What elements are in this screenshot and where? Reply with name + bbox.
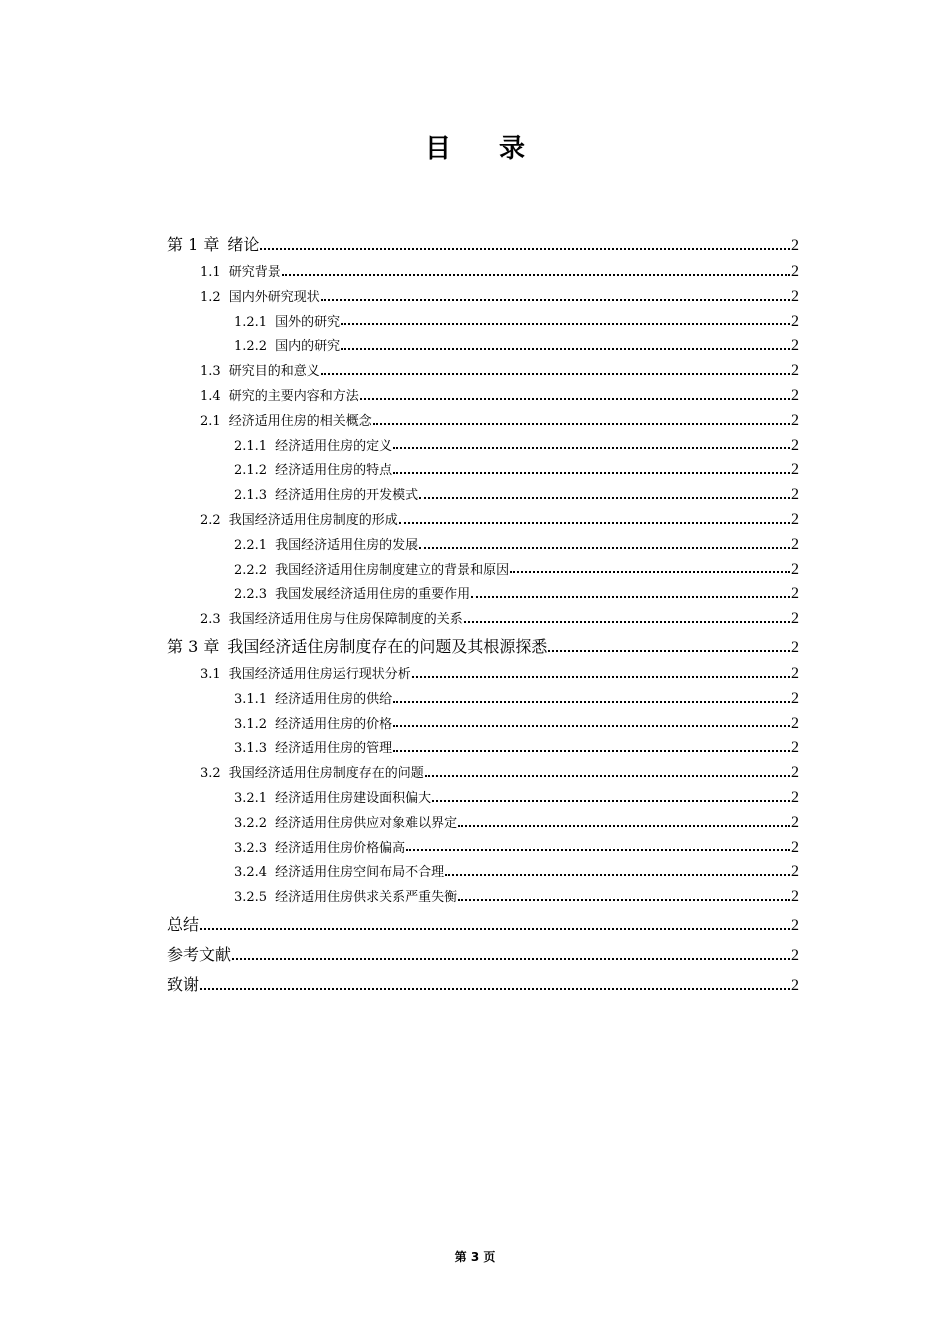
toc-entry-number: 3.1.2: [234, 716, 268, 732]
toc-entry-title: 我国经济适住房制度存在的问题及其根源探悉: [227, 636, 548, 656]
toc-entry[interactable]: [167, 434, 799, 459]
toc-entry-number: 2.1: [200, 413, 221, 429]
dot-leader: [412, 676, 790, 678]
toc-entry-page-number: 2: [791, 664, 799, 682]
toc-entry-title: 经济适用住房供应对象难以界定: [275, 815, 458, 831]
toc-entry-page-number: 2: [791, 237, 799, 254]
toc-entry[interactable]: [167, 334, 799, 359]
dot-leader: [510, 571, 790, 573]
toc-entry-page-number: 2: [791, 263, 799, 280]
page-footer: [0, 1248, 950, 1265]
toc-entry[interactable]: [167, 409, 799, 434]
toc-entry-number: 3.1.3: [234, 741, 268, 757]
toc-entry-page-number: 2: [791, 689, 799, 707]
toc-entry-page-number: 2: [791, 764, 799, 782]
toc-entry-number: 2.2.1: [234, 537, 268, 553]
toc-entry[interactable]: [167, 687, 799, 712]
dot-leader: [419, 547, 790, 549]
toc-entry-page-number: 2: [791, 916, 799, 934]
dot-leader: [393, 472, 790, 474]
dot-leader: [548, 650, 790, 652]
toc-entry[interactable]: [167, 384, 799, 409]
dot-leader: [464, 621, 790, 623]
toc-entry[interactable]: [167, 662, 799, 687]
toc-entry-number: 1.4: [200, 388, 221, 404]
toc-entry-number: 第 3 章: [167, 636, 220, 656]
toc-entry[interactable]: [167, 860, 799, 885]
toc-entry-title: 经济适用住房的开发模式: [275, 488, 419, 504]
dot-leader: [282, 274, 790, 276]
dot-leader: [341, 323, 790, 325]
toc-entry-number: 1.3: [200, 364, 221, 380]
dot-leader: [445, 874, 790, 876]
toc-entry-title: 我国经济适用住房运行现状分析: [228, 666, 411, 682]
dot-leader: [200, 988, 790, 990]
dot-leader: [419, 497, 790, 499]
toc-entry-title: 经济适用住房的价格: [275, 716, 393, 732]
dot-leader: [321, 373, 790, 375]
toc-entry-page-number: 2: [791, 863, 799, 881]
dot-leader: [260, 248, 790, 250]
toc-entry-number: 2.3: [200, 612, 221, 628]
toc-entry-number: 2.1.2: [234, 463, 268, 479]
toc-entry-page-number: 2: [791, 337, 799, 355]
dot-leader: [321, 299, 790, 301]
toc-entry-number: 3.2.4: [234, 865, 268, 881]
toc-entry-title: 我国经济适用住房制度的形成: [228, 512, 398, 528]
dot-leader: [471, 596, 790, 598]
toc-entry[interactable]: [167, 582, 799, 607]
toc-entry-title: 研究的主要内容和方法: [228, 388, 359, 404]
toc-entry-page-number: 2: [791, 714, 799, 732]
toc-entry[interactable]: [167, 940, 799, 970]
dot-leader: [393, 750, 790, 752]
dot-leader: [393, 725, 790, 727]
toc-title-char-2: 录: [499, 134, 526, 164]
toc-entry-page-number: 2: [791, 888, 799, 906]
toc-entry-title: 经济适用住房的供给: [275, 691, 393, 707]
toc-entry[interactable]: [167, 558, 799, 583]
toc-entry-title: 经济适用住房的特点: [275, 463, 393, 479]
toc-entry-title: 经济适用住房的定义: [275, 438, 393, 454]
toc-entry-page-number: 2: [791, 287, 799, 305]
toc-entry-number: 2.2.2: [234, 562, 268, 578]
toc-title: [0, 132, 950, 166]
toc-entry-number: 3.2.3: [234, 840, 268, 856]
toc-entry-title: 我国经济适用住房制度建立的背景和原因: [275, 562, 510, 578]
toc-entry[interactable]: [167, 230, 799, 260]
toc-entry-page-number: 2: [791, 813, 799, 831]
dot-leader: [360, 398, 790, 400]
toc-entry[interactable]: [167, 359, 799, 384]
toc-entry-page-number: 2: [791, 461, 799, 479]
toc-entry[interactable]: [167, 260, 799, 285]
toc-entry-title: 经济适用住房建设面积偏大: [275, 790, 432, 806]
toc-entry[interactable]: [167, 761, 799, 786]
toc-entry-number: 1.2.2: [234, 339, 268, 355]
toc-entry-title: 致谢: [167, 974, 200, 994]
toc-entry-title: 我国经济适用住房制度存在的问题: [228, 766, 424, 782]
toc-entry-title: 国外的研究: [275, 314, 341, 330]
toc-entry-page-number: 2: [791, 788, 799, 806]
toc-entry[interactable]: [167, 736, 799, 761]
dot-leader: [432, 800, 790, 802]
dot-leader: [425, 775, 790, 777]
toc-entry[interactable]: [167, 786, 799, 811]
toc-entry-number: 2.1.3: [234, 488, 268, 504]
toc-entry-number: 3.1: [200, 666, 221, 682]
toc-entry-title: 经济适用住房的管理: [275, 741, 393, 757]
table-of-contents: [167, 230, 799, 1000]
toc-entry[interactable]: [167, 712, 799, 737]
toc-entry[interactable]: [167, 483, 799, 508]
toc-entry[interactable]: [167, 836, 799, 861]
toc-entry-title: 我国经济适用住房的发展: [275, 537, 419, 553]
toc-entry-page-number: 2: [791, 411, 799, 429]
toc-entry-page-number: 2: [791, 312, 799, 330]
toc-entry-number: 3.1.1: [234, 691, 268, 707]
toc-entry-number: 3.2: [200, 766, 221, 782]
toc-entry-page-number: 2: [791, 436, 799, 454]
toc-entry-page-number: 2: [791, 362, 799, 380]
toc-entry-page-number: 2: [791, 386, 799, 404]
toc-entry[interactable]: [167, 607, 799, 632]
toc-entry[interactable]: [167, 508, 799, 533]
toc-entry[interactable]: [167, 310, 799, 335]
toc-entry[interactable]: [167, 970, 799, 1000]
toc-entry-title: 国内的研究: [275, 339, 341, 355]
toc-entry-number: 3.2.5: [234, 890, 268, 906]
toc-entry-title: 经济适用住房的相关概念: [228, 413, 372, 429]
toc-entry[interactable]: [167, 285, 799, 310]
dot-leader: [200, 928, 790, 930]
dot-leader: [458, 825, 790, 827]
toc-entry-title: 绪论: [227, 235, 260, 254]
toc-entry-title: 我国经济适用住房与住房保障制度的关系: [228, 612, 463, 628]
toc-entry-number: 3.2.2: [234, 815, 268, 831]
toc-entry-number: 2.2: [200, 512, 221, 528]
toc-entry-title: 经济适用住房空间布局不合理: [275, 865, 445, 881]
dot-leader: [393, 447, 790, 449]
toc-entry-page-number: 2: [791, 976, 799, 994]
toc-entry[interactable]: [167, 885, 799, 910]
toc-entry-page-number: 2: [791, 946, 799, 964]
toc-entry-number: 2.2.3: [234, 587, 268, 603]
dot-leader: [399, 522, 790, 524]
page-number-label: 第 3 页: [454, 1250, 496, 1264]
dot-leader: [232, 958, 790, 960]
toc-entry-title: 总结: [167, 914, 200, 934]
toc-entry-page-number: 2: [791, 838, 799, 856]
dot-leader: [341, 348, 790, 350]
toc-entry-number: 2.1.1: [234, 438, 268, 454]
toc-entry-number: 1.1: [200, 265, 221, 280]
toc-entry-number: 3.2.1: [234, 790, 268, 806]
toc-entry[interactable]: [167, 632, 799, 662]
toc-entry-page-number: 2: [791, 560, 799, 578]
toc-entry-page-number: 2: [791, 510, 799, 528]
dot-leader: [406, 849, 790, 851]
toc-entry-title: 我国发展经济适用住房的重要作用: [275, 587, 471, 603]
toc-entry[interactable]: [167, 910, 799, 940]
toc-entry-page-number: 2: [791, 535, 799, 553]
toc-entry-title: 研究背景: [228, 265, 281, 280]
toc-title-char-1: 目: [424, 134, 451, 164]
toc-entry-number: 第 1 章: [167, 235, 220, 254]
toc-entry-page-number: 2: [791, 638, 799, 656]
toc-entry[interactable]: [167, 533, 799, 558]
toc-entry-page-number: 2: [791, 585, 799, 603]
dot-leader: [458, 899, 790, 901]
toc-entry-title: 参考文献: [167, 944, 232, 964]
toc-entry-page-number: 2: [791, 610, 799, 628]
toc-entry-number: 1.2: [200, 289, 221, 305]
toc-entry[interactable]: [167, 458, 799, 483]
toc-entry-title: 国内外研究现状: [228, 289, 320, 305]
toc-entry-number: 1.2.1: [234, 314, 268, 330]
toc-entry[interactable]: [167, 811, 799, 836]
dot-leader: [393, 701, 790, 703]
toc-entry-title: 研究目的和意义: [228, 364, 320, 380]
toc-entry-page-number: 2: [791, 739, 799, 757]
toc-entry-title: 经济适用住房价格偏高: [275, 840, 406, 856]
dot-leader: [373, 423, 790, 425]
toc-entry-title: 经济适用住房供求关系严重失衡: [275, 890, 458, 906]
toc-entry-page-number: 2: [791, 486, 799, 504]
